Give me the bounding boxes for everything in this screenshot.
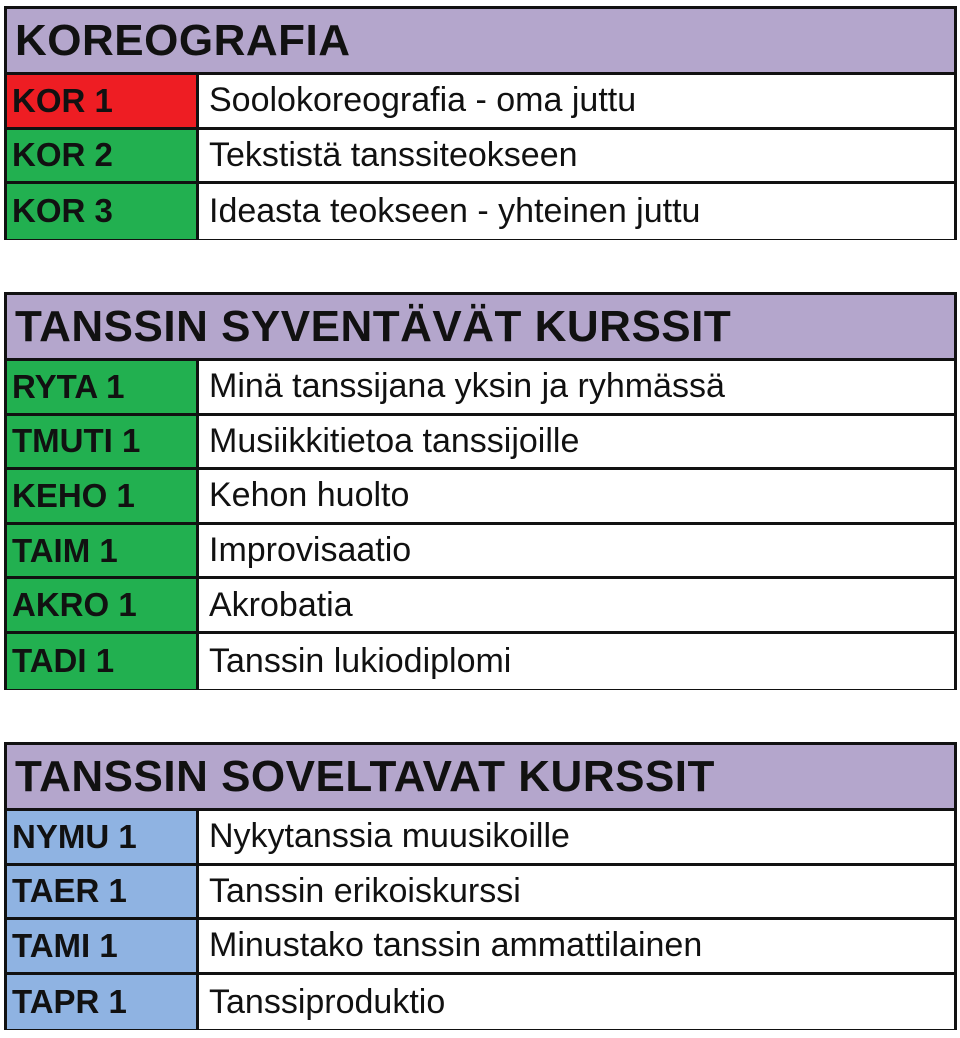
course-row <box>7 416 954 471</box>
course-code: TAPR 1 <box>7 975 199 1030</box>
course-code: TADI 1 <box>7 634 199 689</box>
course-code: NYMU 1 <box>7 811 199 863</box>
course-row <box>7 866 954 921</box>
course-name: Kehon huolto <box>199 470 954 522</box>
course-code: KOR 1 <box>7 75 199 127</box>
course-row <box>7 920 954 975</box>
course-row <box>7 361 954 416</box>
course-code: AKRO 1 <box>7 579 199 631</box>
course-row <box>7 130 954 185</box>
course-name: Tanssiproduktio <box>199 975 954 1030</box>
course-row <box>7 975 954 1030</box>
course-row <box>7 811 954 866</box>
course-name: Minä tanssijana yksin ja ryhmässä <box>199 361 954 413</box>
course-table-soveltavat <box>4 742 957 1030</box>
section-title: KOREOGRAFIA <box>7 9 954 75</box>
course-name: Improvisaatio <box>199 525 954 577</box>
course-code: KOR 3 <box>7 184 199 239</box>
section-title: TANSSIN SYVENTÄVÄT KURSSIT <box>7 295 954 361</box>
course-table-koreografia <box>4 6 957 240</box>
course-name: Tekstistä tanssiteokseen <box>199 130 954 182</box>
course-row <box>7 525 954 580</box>
course-code: KOR 2 <box>7 130 199 182</box>
course-code: TAIM 1 <box>7 525 199 577</box>
course-name: Musiikkitietoa tanssijoille <box>199 416 954 468</box>
course-code: KEHO 1 <box>7 470 199 522</box>
course-code: TAMI 1 <box>7 920 199 972</box>
course-code: TMUTI 1 <box>7 416 199 468</box>
section-title: TANSSIN SOVELTAVAT KURSSIT <box>7 745 954 811</box>
course-table-syventavat <box>4 292 957 690</box>
course-code: RYTA 1 <box>7 361 199 413</box>
course-name: Tanssin erikoiskurssi <box>199 866 954 918</box>
course-row <box>7 634 954 689</box>
course-name: Tanssin lukiodiplomi <box>199 634 954 689</box>
course-name: Nykytanssia muusikoille <box>199 811 954 863</box>
course-code: TAER 1 <box>7 866 199 918</box>
course-name: Ideasta teokseen - yhteinen juttu <box>199 184 954 239</box>
course-row <box>7 75 954 130</box>
course-name: Akrobatia <box>199 579 954 631</box>
course-name: Minustako tanssin ammattilainen <box>199 920 954 972</box>
course-row <box>7 184 954 239</box>
course-row <box>7 579 954 634</box>
course-row <box>7 470 954 525</box>
course-name: Soolokoreografia - oma juttu <box>199 75 954 127</box>
